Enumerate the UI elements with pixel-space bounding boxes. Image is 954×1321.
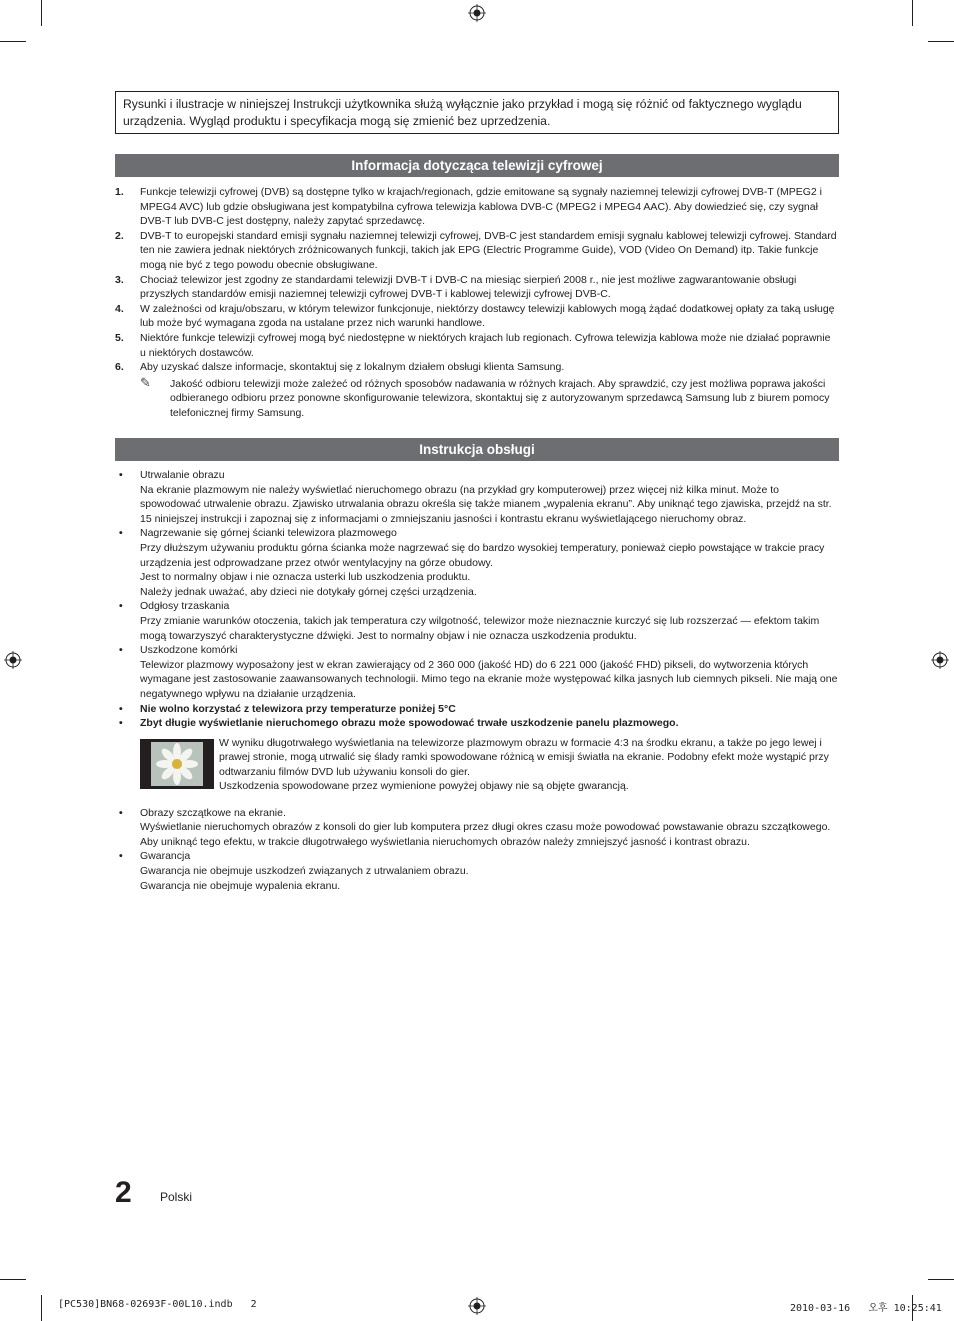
burn-in-illustration-block: [140, 736, 839, 796]
item-title: Zbyt długie wyświetlanie nieruchomego obrazu może spowodować trwałe uszkodzenie panelu plazmowego.: [140, 717, 679, 730]
crop-mark-top-right-h: [928, 41, 954, 42]
registration-mark-icon: [4, 651, 22, 669]
bullet: •: [119, 469, 123, 481]
page-number: 2: [115, 1176, 132, 1209]
bullet: •: [119, 527, 123, 540]
section-header-digital-tv: Informacja dotycząca telewizji cyfrowej: [115, 154, 839, 177]
list-item: 4. W zależności od kraju/obszaru, w którym telewizor funkcjonuje, niektórzy dostawcy telewizji kablowych mogą żądać dodatkowej opłaty za taką usługę lub może być wymagana zgoda na ustalane przez nich warunki handlowe.: [115, 302, 835, 330]
crop-mark-top-left-h: [0, 41, 26, 42]
burn-in-description: W wyniku długotrwałego wyświetlania na telewizorze plazmowym obrazu w formacie 4:3 na środku ekranu, a także po jego lewej i prawej stronie, mogą utrwalić się ślady ramki spowodowane różnicą w emisji światła na ekranie. Podobny efekt może wystąpić przy odtwarzaniu filmów DVD lub używaniu konsoli do gier. Uszkodzenia spowodowane przez wymienione powyżej objawy nie są objęte gwarancją.: [219, 736, 829, 793]
registration-mark-icon: [931, 651, 949, 669]
bullet: •: [119, 806, 123, 819]
crop-mark-top-right-v: [912, 0, 913, 26]
item-title: Gwarancja: [140, 850, 191, 863]
bullet: •: [119, 850, 123, 863]
list-item: 5. Niektóre funkcje telewizji cyfrowej mogą być niedostępne w niektórych krajach lub regionach. Cyfrowa telewizja kablowa może nie działać poprawnie u niektórych dostawców.: [115, 331, 831, 359]
item-title: Obrazy szczątkowe na ekranie.: [140, 806, 286, 819]
list-item: 1. Funkcje telewizji cyfrowej (DVB) są dostępne tylko w krajach/regionach, gdzie emitowane są sygnały naziemnej telewizji cyfrowej DVB-T (MPEG2 i MPEG4 AVC) lub gdzie obsługiwana jest kompatybilna cyfrowa telewizja kablowa DVB-C (MPEG2 i MPEG4 AAC). Aby dowiedzieć się, czy sygnał DVB-T lub DVB-C jest dostępny, należy zapytać sprzedawcę.: [115, 186, 822, 228]
list-item: • Obrazy szczątkowe na ekranie. Wyświetlanie nieruchomych obrazów z konsoli do gier lub komputera przez długi okres czasu może powodować powstawanie obrazu szczątkowego. Aby uniknąć tego efektu, w trakcie długotrwałego wyświetlania nieruchomych obrazów należy zmniejszyć jasność i kontrast obrazu.: [115, 806, 839, 850]
item-title: Utrwalanie obrazu: [140, 469, 225, 481]
crop-mark-bottom-left-h: [0, 1279, 26, 1280]
print-slug-date: 2010-03-16 오후 10:25:41: [790, 1303, 942, 1314]
language-label: Polski: [160, 1190, 193, 1204]
pencil-icon: ✎: [140, 374, 151, 390]
list-item: • Utrwalanie obrazu Na ekranie plazmowym nie należy wyświetlać nieruchomego obrazu (na przykład gry komputerowej) przez więcej niż kilka minut. Może to spowodować utrwalenie obrazu. Zjawisko utrwalania obrazu określa się także mianem „wypalenia ekranu”. Aby uniknąć tego zjawiska, przejdź na str. 15 niniejszej instrukcji i zapoznaj się z informacjami o zmniejszaniu jasności i kontrastu ekranu wyświetlającego nieruchomy obraz.: [115, 468, 839, 526]
bullet: •: [119, 717, 123, 730]
list-item: • Uszkodzone komórki Telewizor plazmowy wyposażony jest w ekran zawierający od 2 360 000 (jakość HD) do 6 221 000 (jakość FHD) pikseli, do wytworzenia których wymagane jest zastosowanie zaawansowanych technologii. Mimo tego na ekranie może występować kilka jasnych lub ciemnych pikseli. Nie mają one negatywnego wpływu na działanie urządzenia.: [119, 644, 838, 700]
list-item: • Gwarancja Gwarancja nie obejmuje uszkodzeń związanych z utrwalaniem obrazu. Gwarancja nie obejmuje wypalenia ekranu.: [115, 849, 839, 893]
list-item: [115, 716, 839, 731]
registration-mark-icon: [468, 4, 486, 22]
list-item: • Nagrzewanie się górnej ścianki telewizora plazmowego Przy dłuższym używaniu produktu górna ścianka może nagrzewać się do bardzo wysokiej temperatury, ponieważ ciepło powstające w trakcie pracy urządzenia jest odprowadzane przez otwór wentylacyjny na górze obudowy. Jest to normalny objaw i nie oznacza usterki lub uszkodzenia produktu. Należy jednak uważać, aby dzieci nie dotykały górnej części urządzenia.: [115, 526, 839, 599]
crop-mark-bottom-left-v: [41, 1295, 42, 1321]
usage-list: [115, 468, 839, 893]
bullet: •: [119, 702, 123, 715]
tv-flower-thumbnail: [140, 739, 214, 789]
note: ✎ Jakość odbioru telewizji może zależeć od różnych sposobów nadawania w różnych krajach. Aby sprawdzić, czy jest możliwa poprawa jakości odbieranego odbioru przez ponowne skonfigurowanie telewizora, skontaktuj się z autoryzowanym sprzedawcą Samsung lub z biurem pomocy telefonicznej firmy Samsung.: [140, 374, 830, 419]
disclaimer-notice: Rysunki i ilustracje w niniejszej Instrukcji użytkownika służą wyłącznie jako przykład i mogą się różnić od faktycznego wyglądu urządzenia. Wygląd produktu i specyfikacja mogą się zmienić bez uprzedzenia.: [115, 91, 839, 134]
list-item: • Odgłosy trzaskania Przy zmianie warunków otoczenia, takich jak temperatura czy wilgotność, telewizor może nieznacznie kurczyć się lub rozszerzać — efektom takim mogą towarzyszyć charakterystyczne dźwięki. Jest to normalny objaw i nie oznacza uszkodzenia produktu.: [115, 599, 839, 643]
list-item: 2. DVB-T to europejski standard emisji sygnału naziemnej telewizji cyfrowej, DVB-C jest standardem emisji sygnału kablowej telewizji cyfrowej. Standard ten nie zawiera jednak niektórych zróżnicowanych funkcji, takich jak EPG (Electric Programme Guide), VOD (Video On Demand) itp. Takie funkcje mogą nie być z tego powodu obecnie obsługiwane.: [115, 229, 837, 271]
item-title: Nagrzewanie się górnej ścianki telewizora plazmowego: [140, 527, 397, 540]
crop-mark-top-left-v: [41, 0, 42, 26]
bullet: •: [119, 644, 123, 657]
item-title: Nie wolno korzystać z telewizora przy temperaturze poniżej 5°C: [140, 702, 456, 715]
flower-icon: [151, 742, 203, 786]
registration-mark-icon: [468, 1297, 486, 1315]
list-item: 6. Aby uzyskać dalsze informacje, skontaktuj się z lokalnym działem obsługi klienta Samsung.: [115, 361, 565, 374]
list-item: [115, 702, 839, 717]
list-item: 3. Chociaż telewizor jest zgodny ze standardami telewizji DVB-T i DVB-C na miesiąc sierpień 2008 r., nie jest możliwe zagwarantowanie obsługi przyszłych standardów emisji naziemnej telewizji cyfrowej DVB-T i kablowej telewizji cyfrowej DVB-C.: [115, 273, 797, 301]
crop-mark-bottom-right-h: [928, 1279, 954, 1280]
item-title: Uszkodzone komórki: [140, 644, 238, 657]
print-slug-file: [PC530]BN68-02693F-00L10.indb 2: [58, 1299, 257, 1310]
section-header-usage: Instrukcja obsługi: [115, 438, 839, 461]
digital-tv-list: [115, 185, 839, 421]
bullet: •: [119, 600, 123, 613]
item-title: Odgłosy trzaskania: [140, 600, 230, 613]
